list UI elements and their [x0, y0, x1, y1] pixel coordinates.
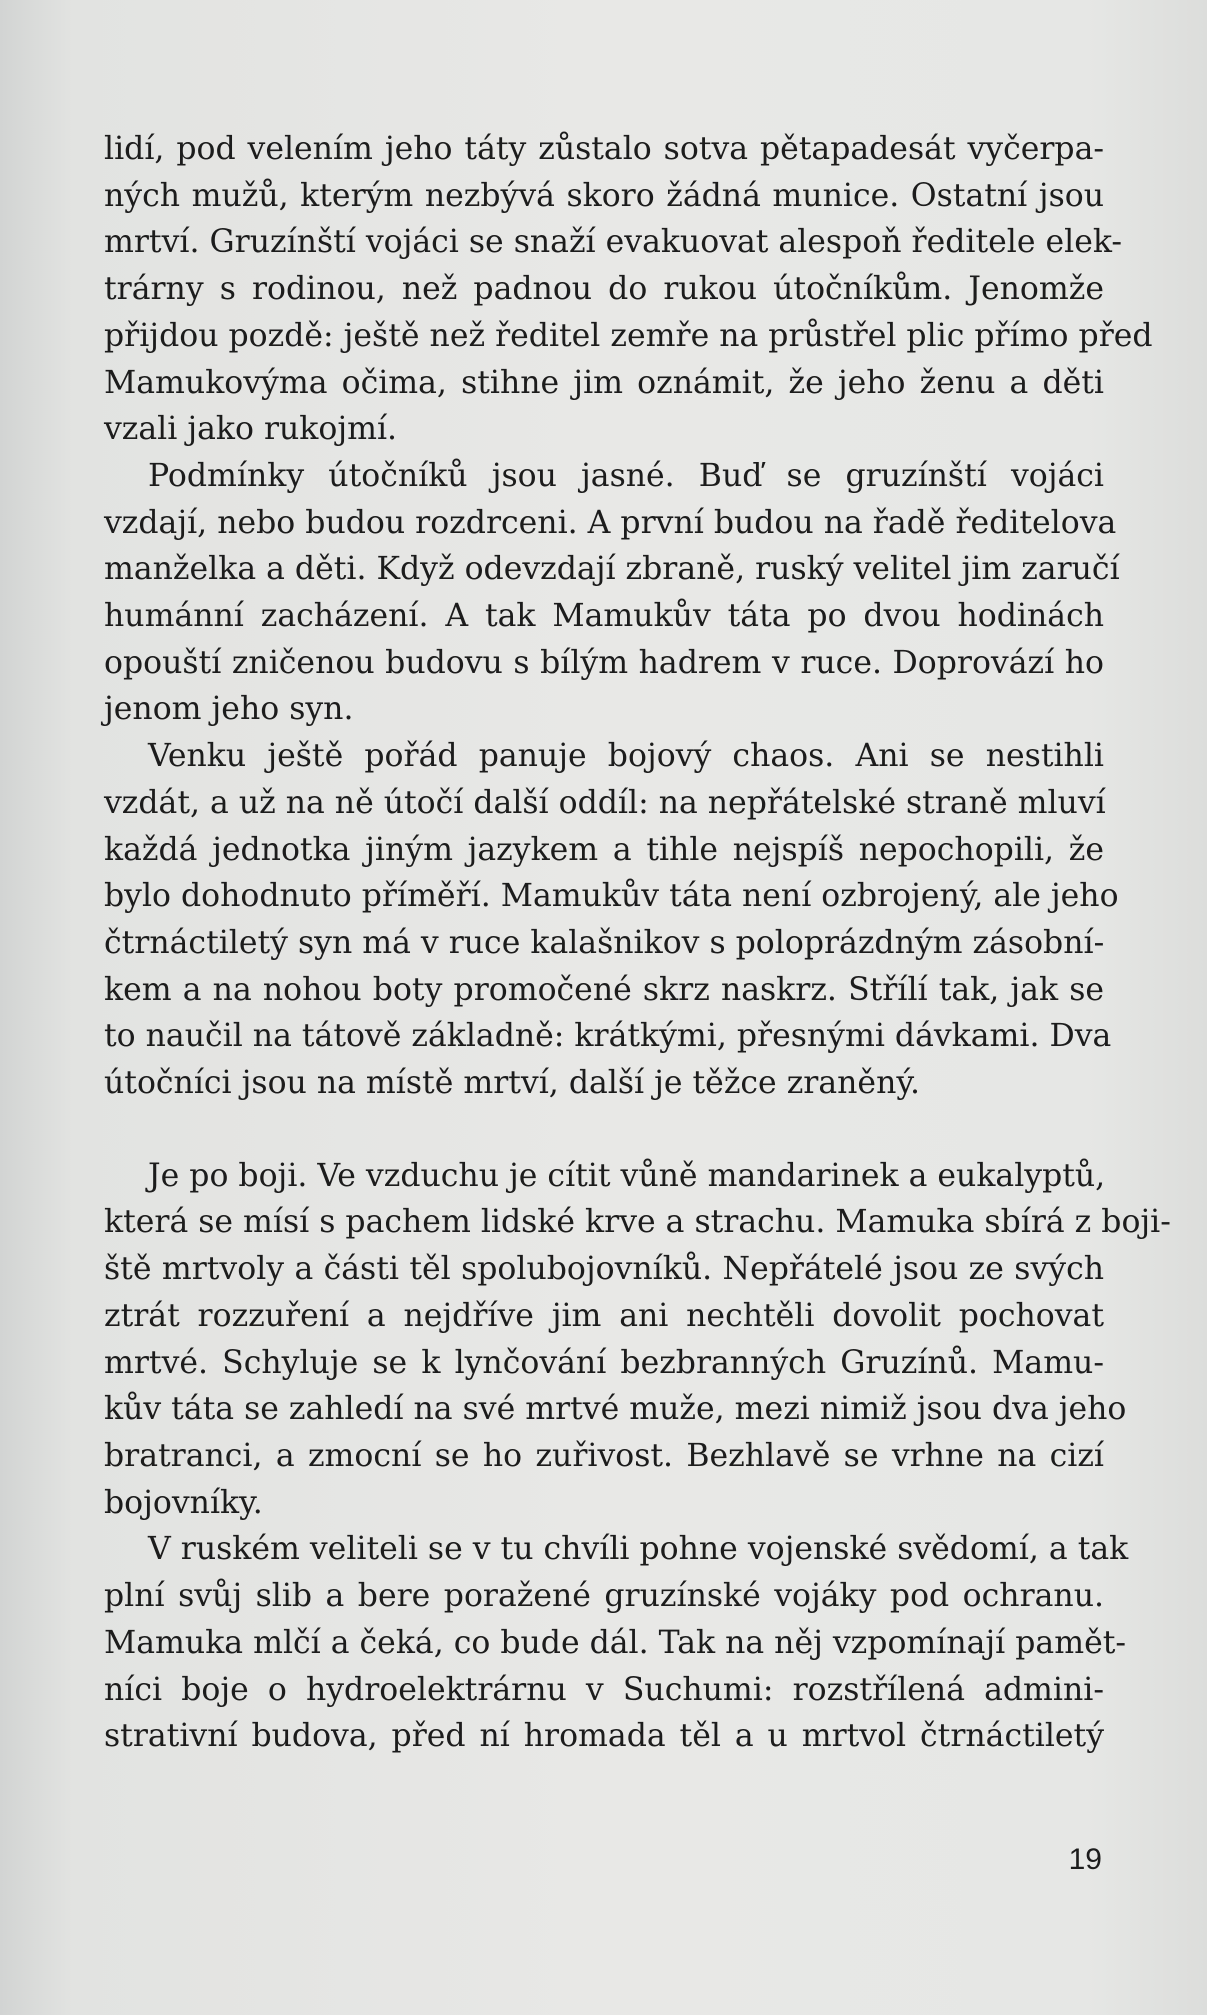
paragraph-4: [104, 1153, 1171, 1527]
text-line: mrtví. Gruzínští vojáci se snaží evakuovat alespoň ředitele elek-: [104, 224, 1123, 261]
text-line: trárny s rodinou, než padnou do rukou útočníkům. Jenomže: [104, 271, 1104, 308]
text-line: níci boje o hydroelektrárnu v Suchumi: rozstřílená admini-: [104, 1671, 1104, 1708]
text-line: Mamuka mlčí a čeká, co bude dál. Tak na něj vzpomínají pamět-: [104, 1624, 1127, 1661]
text-line: přijdou pozdě: ještě než ředitel zemře na průstřel plic přímo před: [104, 317, 1153, 354]
page-number: 19: [1068, 1843, 1102, 1876]
text-line: bylo dohodnuto příměří. Mamukův táta není ozbrojený, ale jeho: [104, 878, 1119, 915]
text-line: kův táta se zahledí na své mrtvé muže, mezi nimiž jsou dva jeho: [104, 1391, 1127, 1428]
text-line: Mamukovýma očima, stihne jim oznámit, že jeho ženu a děti: [104, 364, 1104, 401]
text-line: ště mrtvoly a části těl spolubojovníků. Nepřátelé jsou ze svých: [104, 1251, 1104, 1288]
text-line: vzali jako rukojmí.: [104, 411, 398, 448]
text-line: strativní budova, před ní hromada těl a u mrtvol čtrnáctiletý: [104, 1718, 1104, 1755]
text-line: mrtvé. Schyluje se k lynčování bezbranných Gruzínů. Mamu-: [104, 1344, 1104, 1381]
paragraph-3: [104, 733, 1119, 1107]
section-break: [104, 1107, 1104, 1153]
text-line: Venku ještě pořád panuje bojový chaos. Ani se nestihli: [148, 738, 1104, 775]
text-line: vzdají, nebo budou rozdrceni. A první budou na řadě ředitelova: [104, 504, 1117, 541]
paragraph-1: [104, 126, 1153, 453]
text-line: kem a na nohou boty promočené skrz naskrz. Střílí tak, jak se: [104, 971, 1104, 1008]
text-line: vzdát, a už na ně útočí další oddíl: na nepřátelské straně mluví: [104, 784, 1106, 821]
text-line: která se mísí s pachem lidské krve a strachu. Mamuka sbírá z boji-: [104, 1204, 1171, 1241]
text-line: lidí, pod velením jeho táty zůstalo sotva pětapadesát vyčerpa-: [104, 131, 1104, 167]
text-line: V ruském veliteli se v tu chvíli pohne vojenské svědomí, a tak: [148, 1531, 1129, 1568]
text-line: bratranci, a zmocní se ho zuřivost. Bezhlavě se vrhne na cizí: [104, 1437, 1104, 1474]
text-line: ných mužů, kterým nezbývá skoro žádná munice. Ostatní jsou: [104, 177, 1104, 214]
text-line: bojovníky.: [104, 1484, 263, 1521]
text-line: čtrnáctiletý syn má v ruce kalašnikov s poloprázdným zásobní-: [104, 924, 1105, 961]
text-line: to naučil na tátově základně: krátkými, přesnými dávkami. Dva: [104, 1018, 1112, 1055]
text-line: Podmínky útočníků jsou jasné. Buď se gruzínští vojáci: [148, 457, 1104, 494]
text-line: humánní zacházení. A tak Mamukův táta po dvou hodinách: [104, 598, 1104, 635]
text-line: každá jednotka jiným jazykem a tihle nejspíš nepochopili, že: [104, 831, 1104, 868]
text-line: plní svůj slib a bere poražené gruzínské vojáky pod ochranu.: [104, 1578, 1104, 1615]
text-line: manželka a děti. Když odevzdají zbraně, ruský velitel jim zaručí: [104, 551, 1120, 588]
text-line: Je po boji. Ve vzduchu je cítit vůně mandarinek a eukalyptů,: [148, 1157, 1106, 1194]
text-line: opouští zničenou budovu s bílým hadrem v ruce. Doprovází ho: [104, 644, 1104, 681]
body-text: [104, 126, 1171, 1760]
paragraph-2: [104, 453, 1120, 733]
text-line: ztrát rozzuření a nejdříve jim ani nechtěli dovolit pochovat: [104, 1297, 1104, 1334]
text-line: jenom jeho syn.: [104, 691, 354, 728]
text-line: útočníci jsou na místě mrtví, další je těžce zraněný.: [104, 1065, 920, 1102]
paragraph-5: [104, 1526, 1129, 1760]
